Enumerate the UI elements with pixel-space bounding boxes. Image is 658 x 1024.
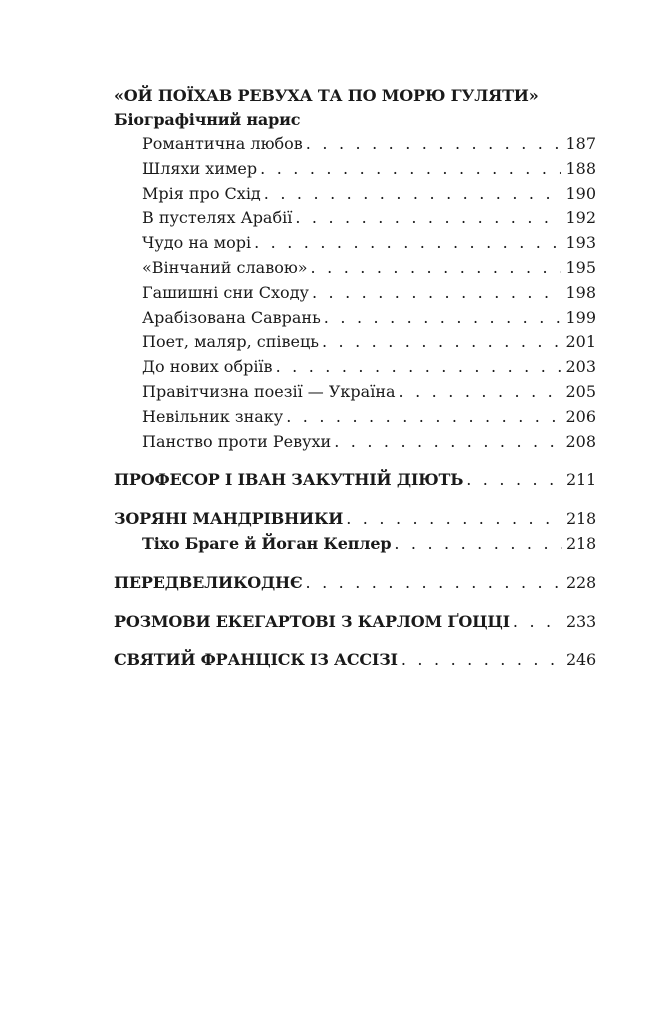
dot-leader	[346, 507, 562, 532]
toc-subsection-title: Тіхо Браге й Йоган Кеплер	[142, 533, 392, 553]
toc-entry-title: Мрія про Схід	[142, 183, 261, 203]
toc-entry-page: 208	[565, 431, 596, 451]
dot-leader	[466, 468, 562, 493]
toc-subsection	[114, 532, 596, 557]
dot-leader	[264, 182, 562, 207]
toc-entry-page: 206	[565, 406, 596, 426]
dot-leader	[401, 648, 562, 673]
toc-section-title: РОЗМОВИ ЕКЕГАРТОВІ З КАРЛОМ ҐОЦЦІ	[114, 611, 510, 631]
toc-entry-title: Романтична любов	[142, 134, 303, 153]
toc-entry	[114, 132, 596, 157]
dot-leader	[334, 430, 561, 455]
dot-leader	[311, 256, 562, 281]
toc-section-title: ПРОФЕСОР І ІВАН ЗАКУТНІЙ ДІЮТЬ	[114, 470, 464, 490]
dot-leader	[276, 355, 562, 380]
dot-leader	[312, 281, 562, 306]
dot-leader	[394, 532, 562, 557]
toc-entry-title: Чудо на морі	[142, 233, 252, 253]
toc-entry-title: «Вінчаний славою»	[142, 257, 308, 277]
section-subtitle: Біографічний нарис	[114, 110, 301, 129]
dot-leader	[399, 380, 562, 405]
toc-entry-page: 195	[565, 257, 596, 277]
toc-entry-page: 198	[565, 282, 596, 302]
toc-entry	[114, 281, 596, 306]
toc-entry	[114, 306, 596, 331]
toc-entry	[114, 256, 596, 281]
toc-subsection-page: 218	[566, 533, 596, 553]
toc-entry-title: Правітчизна поезії — Україна	[142, 381, 396, 401]
toc-entry-title: Шляхи химер	[142, 158, 258, 178]
toc-section	[114, 468, 596, 493]
dot-leader	[254, 231, 561, 256]
spacer	[114, 454, 596, 468]
toc-entry-title: Гашишні сни Сходу	[142, 282, 309, 302]
toc-entry	[114, 157, 596, 182]
toc-entry-page: 187	[565, 134, 596, 153]
toc-section	[114, 648, 596, 673]
toc-entry-page: 199	[565, 307, 596, 327]
toc-section-page: 228	[566, 572, 596, 592]
toc-entry-title: Невільник знаку	[142, 406, 284, 426]
toc-entry	[114, 380, 596, 405]
toc-entry	[114, 182, 596, 207]
toc-entry	[114, 206, 596, 231]
toc-entry-title: Арабізована Саврань	[142, 307, 321, 327]
toc-entry-page: 190	[565, 183, 596, 203]
toc-entry-page: 201	[565, 332, 596, 352]
toc-section-page: 211	[566, 470, 596, 490]
dot-leader	[295, 206, 561, 231]
toc-section-title: ПЕРЕДВЕЛИКОДНЄ	[114, 572, 303, 592]
toc-section-title: ЗОРЯНІ МАНДРІВНИКИ	[114, 509, 344, 529]
section-heading: «ОЙ ПОЇХАВ РЕВУХА ТА ПО МОРЮ ГУЛЯТИ»	[114, 86, 539, 105]
dot-leader	[306, 571, 563, 596]
spacer	[114, 557, 596, 571]
table-of-contents	[114, 84, 596, 673]
toc-section	[114, 571, 596, 596]
toc-entry-title: Поет, маляр, співець	[142, 332, 319, 352]
dot-leader	[286, 405, 561, 430]
toc-entry	[114, 355, 596, 380]
toc-section-title: СВЯТИЙ ФРАНЦІСК ІЗ АССІЗІ	[114, 650, 398, 670]
toc-entry-title: Панство проти Ревухи	[142, 431, 332, 451]
dot-leader	[324, 306, 562, 331]
toc-entry-title: В пустелях Арабії	[142, 208, 293, 228]
dot-leader	[306, 132, 562, 157]
dot-leader	[322, 330, 562, 355]
toc-entry	[114, 405, 596, 430]
toc-section	[114, 507, 596, 532]
toc-entry	[114, 231, 596, 256]
spacer	[114, 634, 596, 648]
toc-section-page: 233	[566, 611, 596, 631]
toc-entry-title: До нових обріїв	[142, 357, 273, 377]
spacer	[114, 596, 596, 610]
toc-section-page: 246	[566, 650, 596, 670]
spacer	[114, 493, 596, 507]
toc-section-page: 218	[566, 509, 596, 529]
dot-leader	[513, 610, 562, 635]
toc-entry	[114, 430, 596, 455]
toc-section	[114, 610, 596, 635]
toc-entry	[114, 330, 596, 355]
toc-entry-page: 192	[565, 208, 596, 228]
dot-leader	[260, 157, 561, 182]
toc-entry-page: 205	[565, 381, 596, 401]
toc-entry-page: 203	[565, 357, 596, 377]
toc-entry-page: 193	[565, 233, 596, 253]
toc-entry-page: 188	[565, 158, 596, 178]
